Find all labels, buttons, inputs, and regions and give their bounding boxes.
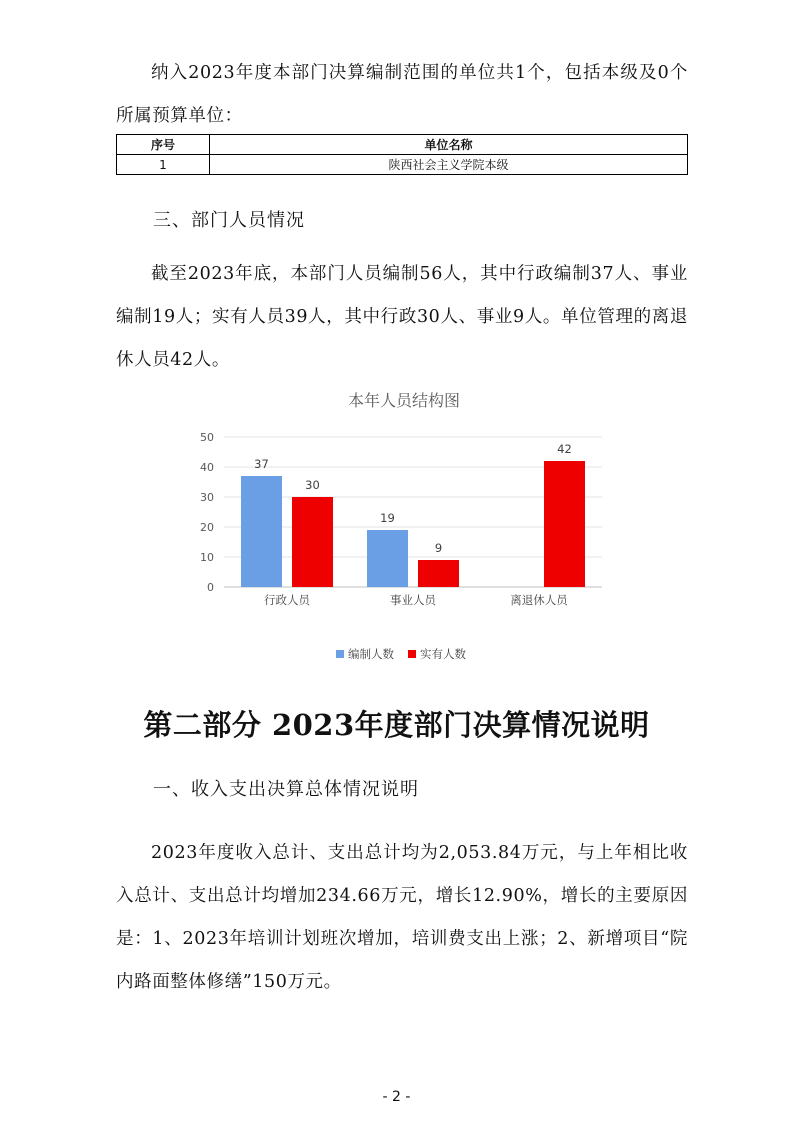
bar-actual [418, 560, 459, 587]
table-cell-unit-name: 陕西社会主义学院本级 [210, 155, 688, 175]
units-table [116, 134, 688, 175]
data-label: 9 [434, 541, 443, 555]
personnel-structure-chart [186, 380, 622, 680]
paragraph-unit-scope: 纳入2023年度本部门决算编制范围的单位共1个，包括本级及0个所属预算单位： [116, 63, 688, 126]
legend-label: 编制人数 [348, 647, 394, 661]
legend-swatch [336, 650, 344, 658]
table-header-unit-name: 单位名称 [210, 135, 688, 155]
y-tick-label: 10 [200, 551, 214, 564]
chart-svg [186, 380, 622, 680]
x-tick-label: 离退休人员 [510, 593, 568, 607]
paragraph-income-expense: 2023年度收入总计、支出总计均为2,053.84万元，与上年相比收入总计、支出总计均增加234.66万元，增长12.90%，增长的主要原因是：1、2023年培训计划班次增加，培训费支出上涨；2、新增项目“院内路面整体修缮”150万元。 [116, 843, 688, 992]
x-tick-label: 行政人员 [264, 593, 310, 607]
data-label: 37 [254, 457, 269, 471]
page-number: - 2 - [382, 1089, 411, 1105]
legend-swatch [408, 650, 416, 658]
data-label: 19 [380, 511, 395, 525]
table-cell-index: 1 [117, 155, 210, 175]
y-tick-label: 40 [200, 461, 214, 474]
legend-label: 实有人数 [420, 647, 466, 661]
y-tick-label: 20 [200, 521, 214, 534]
part-two-heading: 第二部分 2023年度部门决算情况说明 [143, 708, 650, 742]
chart-title: 本年人员结构图 [347, 391, 461, 410]
table-header-index: 序号 [117, 135, 210, 155]
data-label: 42 [557, 442, 572, 456]
bar-actual [292, 497, 333, 587]
table-header-row [117, 135, 688, 155]
table-row [117, 155, 688, 175]
y-tick-label: 0 [207, 581, 214, 594]
paragraph-personnel: 截至2023年底，本部门人员编制56人，其中行政编制37人、事业编制19人；实有人员39人，其中行政30人、事业9人。单位管理的离退休人员42人。 [116, 264, 688, 370]
bar-actual [544, 461, 585, 587]
bar-authorized [241, 476, 282, 587]
bar-authorized [367, 530, 408, 587]
y-tick-label: 30 [200, 491, 214, 504]
section-heading-income-expense: 一、收入支出决算总体情况说明 [153, 779, 419, 800]
data-label: 30 [305, 478, 320, 492]
section-heading-personnel: 三、部门人员情况 [153, 210, 305, 231]
y-tick-label: 50 [200, 431, 214, 444]
x-tick-label: 事业人员 [390, 593, 436, 607]
